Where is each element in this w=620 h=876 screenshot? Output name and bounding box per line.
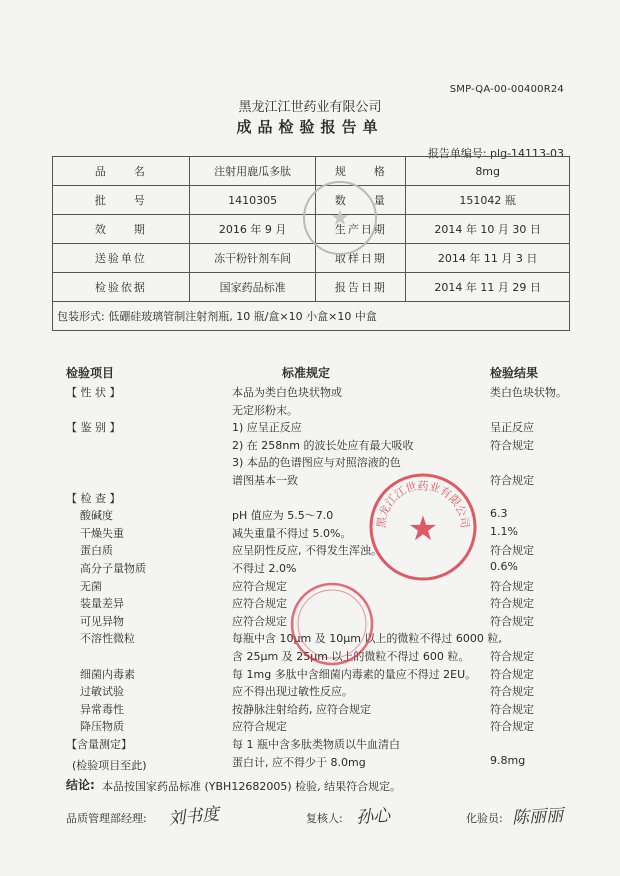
svg-text:★: ★ — [407, 509, 439, 549]
spec-value: 8mg — [406, 157, 570, 186]
test-standard: 本品为类白色块状物或 — [232, 386, 342, 399]
test-standard: 应不得出现过敏性反应。 — [232, 685, 353, 699]
test-item: 无菌 — [80, 579, 102, 593]
qa-seal-stamp — [286, 578, 378, 670]
test-standard: 1) 应呈正反应 — [232, 421, 302, 435]
test-result: 符合规定 — [490, 544, 534, 558]
test-standard: 应符合规定 — [232, 579, 287, 593]
test-result: 符合规定 — [490, 720, 534, 734]
test-standard: 每 1 瓶中含多肽类物质以牛血清白 — [232, 738, 400, 751]
tester-label: 化验员: — [466, 812, 503, 825]
test-result: 6.3 — [490, 507, 508, 521]
test-item: 【含量测定】 — [66, 738, 132, 751]
test-item: 异常毒性 — [80, 702, 124, 716]
quantity-label: 数 量 — [316, 186, 406, 215]
test-item: 细菌内毒素 — [80, 667, 135, 681]
test-item: 【 检 查 】 — [66, 491, 121, 505]
conclusion-text: 本品按国家药品标准 (YBH12682005) 检验, 结果符合规定。 — [102, 780, 402, 793]
test-result: 9.8mg — [490, 753, 526, 767]
test-item: 酸碱度 — [80, 509, 113, 523]
basis-value: 国家药品标准 — [189, 273, 316, 302]
report-title: 成品检验报告单 — [236, 118, 384, 136]
test-result: 符合规定 — [490, 702, 534, 716]
test-result: 符合规定 — [490, 614, 534, 628]
header-item: 检验项目 — [66, 366, 115, 380]
batch-label: 批 号 — [53, 186, 190, 215]
svg-text:★: ★ — [330, 206, 350, 231]
test-item: 干燥失重 — [80, 526, 124, 540]
faint-seal-stamp — [300, 178, 380, 258]
test-item: 降压物质 — [80, 720, 124, 734]
test-standard: 含 25μm 及 25μm 以上的微粒不得过 600 粒。 — [232, 650, 470, 663]
test-standard: 应呈阴性反应, 不得发生浑浊。 — [232, 544, 382, 558]
mfg-date-label: 生产日期 — [316, 215, 406, 244]
qa-manager-label: 品质管理部经理: — [66, 812, 147, 825]
test-item: 高分子量物质 — [80, 562, 146, 575]
test-item: 装量差异 — [80, 597, 124, 611]
test-result: 符合规定 — [490, 650, 534, 663]
test-item: 【 鉴 别 】 — [66, 421, 121, 435]
test-standard: 每 1mg 多肽中含细菌内毒素的量应不得过 2EU。 — [232, 667, 477, 681]
product-name: 注射用鹿瓜多肽 — [189, 157, 316, 186]
packaging-info: 包装形式: 低硼硅玻璃管制注射剂瓶, 10 瓶/盒×10 小盒×10 中盒 — [53, 302, 570, 331]
test-standard: 2) 在 258nm 的波长处应有最大吸收 — [232, 438, 414, 452]
test-result: 符合规定 — [490, 474, 534, 487]
test-standard: 蛋白计, 应不得少于 8.0mg — [232, 755, 366, 769]
company-seal-stamp — [364, 468, 482, 586]
test-standard: 谱图基本一致 — [232, 474, 298, 487]
test-result: 符合规定 — [490, 579, 534, 593]
test-result: 符合规定 — [490, 438, 534, 452]
report-date-value: 2014 年 11 月 29 日 — [406, 273, 570, 302]
test-item: 可见异物 — [80, 614, 124, 628]
report-date-label: 报告日期 — [316, 273, 406, 302]
qa-manager-signature: 刘书度 — [167, 804, 221, 830]
test-result: 1.1% — [490, 524, 518, 538]
test-item: 【 性 状 】 — [66, 386, 121, 399]
dept-value: 冻干粉针剂车间 — [189, 244, 316, 273]
seal-text: 黑龙江江世药业有限公司 — [374, 479, 472, 529]
header-standard: 标准规定 — [282, 366, 331, 380]
report-number: 报告单编号: plg-14113-03 — [427, 147, 564, 160]
test-result: 符合规定 — [490, 685, 534, 699]
table-row — [53, 273, 570, 302]
test-item: 蛋白质 — [80, 544, 113, 558]
test-standard: 每瓶中含 10μm 及 10μm 以上的微粒不得过 6000 粒, — [232, 632, 502, 646]
tester-signature: 陈丽丽 — [511, 805, 564, 829]
expiry-value: 2016 年 9 月 — [189, 215, 316, 244]
test-result: 符合规定 — [490, 597, 534, 611]
test-result: 符合规定 — [490, 667, 534, 681]
quantity-value: 151042 瓶 — [406, 186, 570, 215]
end-note: (检验项目至此) — [72, 759, 147, 772]
test-item: 过敏试验 — [80, 685, 124, 699]
expiry-label: 效 期 — [53, 215, 190, 244]
table-row — [53, 302, 570, 331]
dept-label: 送验单位 — [53, 244, 190, 273]
test-standard: 应符合规定 — [232, 597, 287, 611]
test-standard: 无定形粉末。 — [232, 403, 298, 417]
reviewer-label: 复核人: — [306, 812, 343, 825]
header-result: 检验结果 — [490, 366, 539, 380]
conclusion-label: 结论: — [66, 778, 95, 792]
test-item: 不溶性微粒 — [80, 632, 135, 646]
test-result: 呈正反应 — [490, 421, 534, 435]
test-result: 类白色块状物。 — [490, 386, 567, 399]
document-number: SMP-QA-00-00400R24 — [449, 84, 564, 95]
reviewer-signature: 孙心 — [355, 805, 391, 829]
product-label: 品 名 — [53, 157, 190, 186]
test-standard: 减失重量不得过 5.0%。 — [232, 526, 352, 540]
test-standard: pH 值应为 5.5～7.0 — [232, 509, 334, 523]
test-standard: 不得过 2.0% — [232, 562, 297, 575]
test-result: 0.6% — [490, 560, 518, 573]
sample-date-label: 取样日期 — [316, 244, 406, 273]
sample-date-value: 2014 年 11 月 3 日 — [406, 244, 570, 273]
spec-label: 规 格 — [316, 157, 406, 186]
test-standard: 应符合规定 — [232, 720, 287, 734]
basis-label: 检验依据 — [53, 273, 190, 302]
test-standard: 按静脉注射给药, 应符合规定 — [232, 702, 371, 716]
test-standard: 3) 本品的色谱图应与对照溶液的色 — [232, 456, 401, 470]
mfg-date-value: 2014 年 10 月 30 日 — [406, 215, 570, 244]
batch-value: 1410305 — [189, 186, 316, 215]
company-name: 黑龙江江世药业有限公司 — [238, 100, 382, 115]
test-standard: 应符合规定 — [232, 614, 287, 628]
